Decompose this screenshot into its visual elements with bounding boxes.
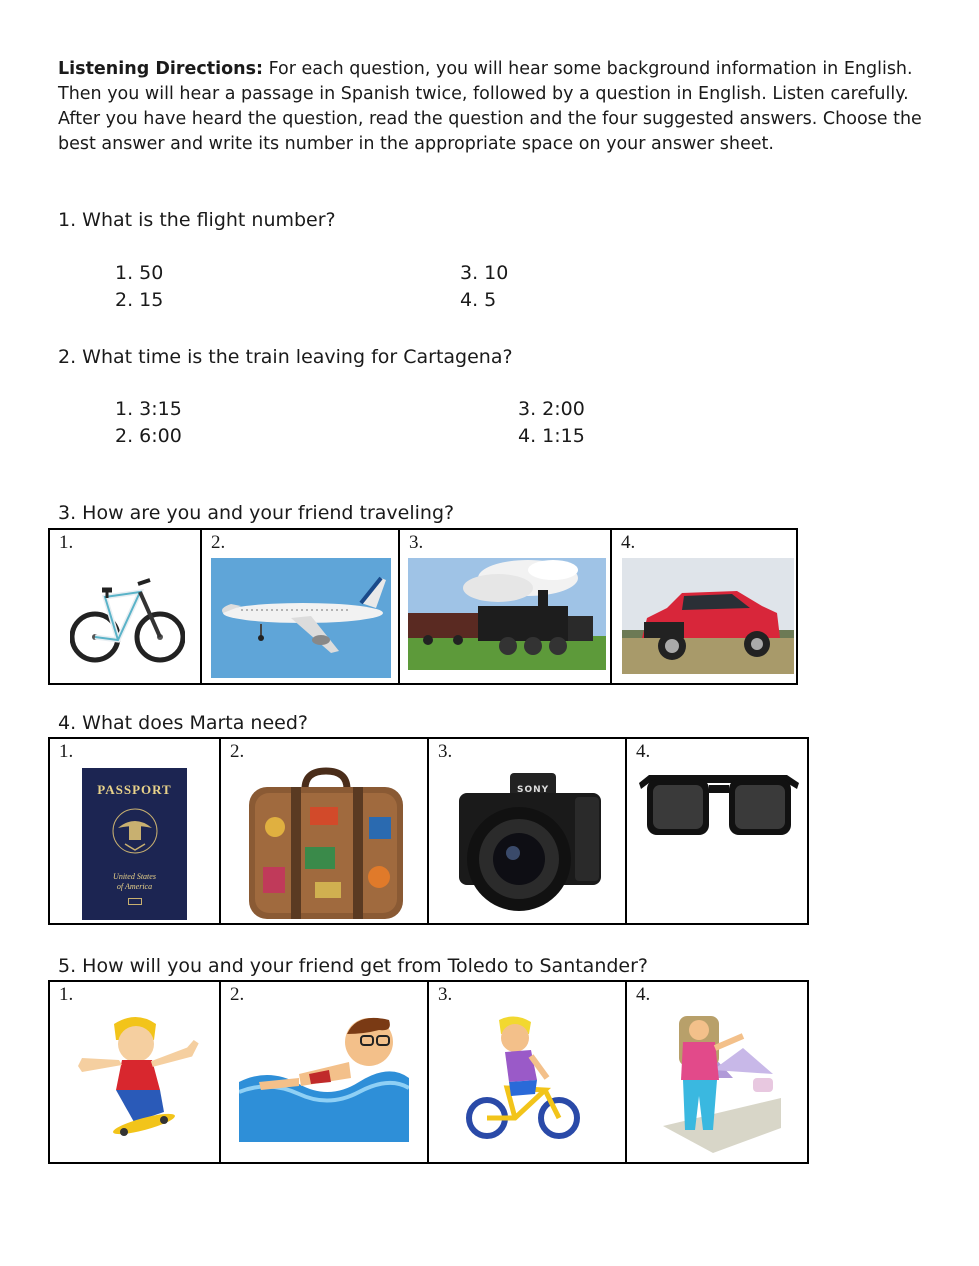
q3-number-2: 2. — [211, 532, 226, 553]
q5-cell-4 — [626, 981, 808, 1163]
passport-chip-icon — [128, 898, 142, 905]
eagle-seal-icon — [110, 806, 160, 856]
question-1: 1. What is the flight number? — [58, 209, 336, 231]
q1-option-2: 2. 15 — [115, 289, 164, 311]
question-5: 5. How will you and your friend get from Toledo to Santander? — [58, 955, 649, 977]
q5-cell-1 — [49, 981, 220, 1163]
question-2: 2. What time is the train leaving for Cartagena? — [58, 346, 513, 368]
question-3: 3. How are you and your friend traveling? — [58, 502, 455, 524]
q5-number-4: 4. — [636, 984, 651, 1005]
q5-number-1: 1. — [59, 984, 74, 1005]
directions-label: Listening Directions: — [58, 59, 263, 79]
q5-cell-3 — [428, 981, 626, 1163]
passport-line-2: of America — [116, 882, 153, 891]
q3-number-1: 1. — [59, 532, 74, 553]
passport-line-1: United States — [113, 872, 156, 881]
q3-number-4: 4. — [621, 532, 636, 553]
q3-cell-3 — [399, 529, 611, 684]
q2-option-3: 3. 2:00 — [518, 398, 585, 420]
q4-number-1: 1. — [59, 741, 74, 762]
cyclist-image — [465, 1014, 585, 1144]
q3-cell-4 — [611, 529, 797, 684]
q2-option-1: 1. 3:15 — [115, 398, 182, 420]
q1-option-1: 1. 50 — [115, 262, 164, 284]
passport-title: PASSPORT — [97, 782, 172, 797]
question-4: 4. What does Marta need? — [58, 712, 308, 734]
q4-cell-2 — [220, 738, 428, 924]
camera-image — [455, 769, 605, 919]
q5-picture-table — [48, 980, 809, 1164]
q4-cell-3 — [428, 738, 626, 924]
bicycle-image — [70, 562, 185, 672]
skateboarder-image — [74, 1010, 204, 1140]
q4-number-2: 2. — [230, 741, 245, 762]
q3-cell-1 — [49, 529, 201, 684]
q2-option-4: 4. 1:15 — [518, 425, 585, 447]
q1-option-3: 3. 10 — [460, 262, 509, 284]
q4-cell-1 — [49, 738, 220, 924]
steam-train-image — [408, 558, 606, 670]
q3-cell-2 — [201, 529, 399, 684]
sunglasses-image — [637, 769, 801, 839]
q4-number-3: 3. — [438, 741, 453, 762]
q5-cell-2 — [220, 981, 428, 1163]
suitcase-image — [245, 767, 407, 923]
q2-option-2: 2. 6:00 — [115, 425, 182, 447]
q4-number-4: 4. — [636, 741, 651, 762]
red-suv-image — [622, 558, 794, 674]
swimmer-image — [239, 1012, 409, 1142]
q3-number-3: 3. — [409, 532, 424, 553]
q1-option-4: 4. 5 — [460, 289, 497, 311]
q5-number-2: 2. — [230, 984, 245, 1005]
q5-number-3: 3. — [438, 984, 453, 1005]
q3-picture-table — [48, 528, 798, 685]
directions-text: For each question, you will hear some background information in English. Then you will hear a passage in Spanish twice, followed by a question in English. Listen carefully. After you have heard the question, read the question and the four suggested answers. Choose the best answer and write its number in the appropriate space on your answer sheet. — [58, 59, 922, 154]
passport-image — [82, 768, 187, 920]
listening-directions — [58, 57, 928, 157]
q4-cell-4 — [626, 738, 808, 924]
q4-picture-table — [48, 737, 809, 925]
hitchhiker-image — [653, 1008, 781, 1153]
airplane-image — [211, 558, 391, 678]
camera-brand-label: SONY — [517, 785, 550, 795]
